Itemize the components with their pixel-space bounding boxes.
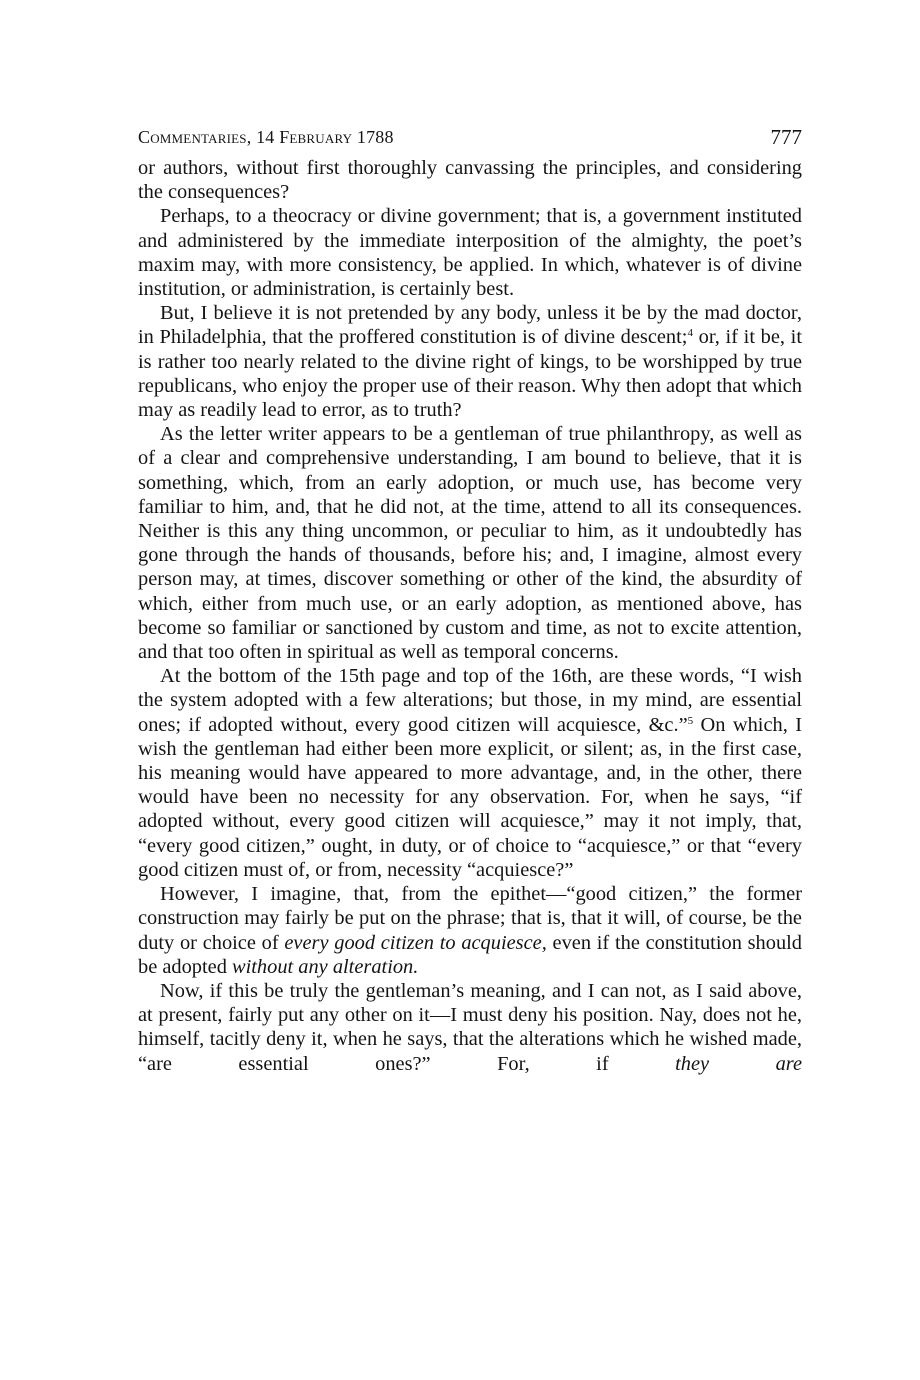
paragraph-text: As the letter writer appears to be a gentleman of true philanthropy, as well as of a clear and comprehensive understanding, I am bound to believe, that it is something, which, from an early adoption, or much use, has become very familiar to him, and, that he did not, at the time, attend to all its consequences. Neither is this any thing uncommon, or peculiar to him, as it undoubtedly has gone through the hands of thousands, before his; and, I imagine, almost every person may, at times, discover something or other of the kind, the absurdity of which, either from much use, or an early adoption, as mentioned above, has become so familiar or sanctioned by custom and time, as not to excite attention, and that too often in spiritual as well as temporal concerns.	[138, 423, 802, 664]
paragraph-deny-position	[138, 979, 802, 1076]
paragraph-text: At the bottom of the 15th page and top of the 16th, are these words, “I wish the system adopted with a few alterations; but those, in my mind, are essential ones; if adopted without, every good citizen will acquiesce, &c.”	[138, 665, 802, 736]
italic-phrase: every good citizen to acquiesce,	[284, 931, 547, 954]
page-number: 777	[770, 125, 802, 149]
paragraph-good-citizen	[138, 882, 802, 979]
italic-phrase: they are	[675, 1052, 802, 1075]
paragraph-text: However, I imagine, that, from the epithet—“good citizen,” the former construction may fairly be put on the phrase; that is, that it will, of course, be the duty or choice of	[138, 883, 802, 954]
paragraph-text: But, I believe it is not pretended by any body, unless it be by the mad doctor, in Philadelphia, that the proffered constitution is of divine descent;	[138, 302, 802, 349]
body-text	[138, 156, 802, 1076]
paragraph-text: Perhaps, to a theocracy or divine government; that is, a government instituted and administered by the immediate interposition of the almighty, the poet’s maxim may, with more consistency, be applied. In which, whatever is of divine institution, or administration, is certainly best.	[138, 205, 802, 301]
paragraph-continuation	[138, 156, 802, 204]
running-head	[138, 118, 802, 156]
paragraph-15th-page	[138, 664, 802, 882]
paragraph-text: even if the constitution should be adopted	[138, 931, 803, 978]
paragraph-text: or, if it be, it is rather too nearly related to the divine right of kings, to be worshipped by true republicans, who enjoy the proper use of their reason. Why then adopt that which may as readily lead to error, as to truth?	[138, 326, 803, 422]
paragraph-theocracy	[138, 204, 802, 301]
italic-phrase: without any alteration.	[232, 955, 419, 978]
paragraph-letter-writer	[138, 422, 802, 664]
running-title: Commentaries, 14 February 1788	[138, 127, 394, 147]
paragraph-text: Now, if this be truly the gentleman’s meaning, and I can not, as I said above, at present, fairly put any other on it—I must deny his position. Nay, does not he, himself, tacitly deny it, when he says, that the alterations which he wished made, “are essential ones?” For, if	[138, 979, 802, 1075]
paragraph-divine-descent	[138, 301, 802, 422]
footnote-ref-4: 4	[687, 327, 693, 340]
paragraph-text: or authors, without first thoroughly canvassing the principles, and considering the consequences?	[138, 157, 802, 204]
footnote-ref-5: 5	[687, 714, 694, 727]
page	[138, 118, 802, 1076]
paragraph-text: On which, I wish the gentleman had either been more explicit, or silent; as, in the first case, his meaning would have appeared to more advantage, and, in the other, there would have been no necessity for any observation. For, when he says, “if adopted without, every good citizen will acquiesce,” may it not imply, that, “every good citizen,” ought, in duty, or of choice to “acquiesce,” or that “every good citizen must of, or from, necessity “acquiesce?”	[138, 713, 802, 881]
